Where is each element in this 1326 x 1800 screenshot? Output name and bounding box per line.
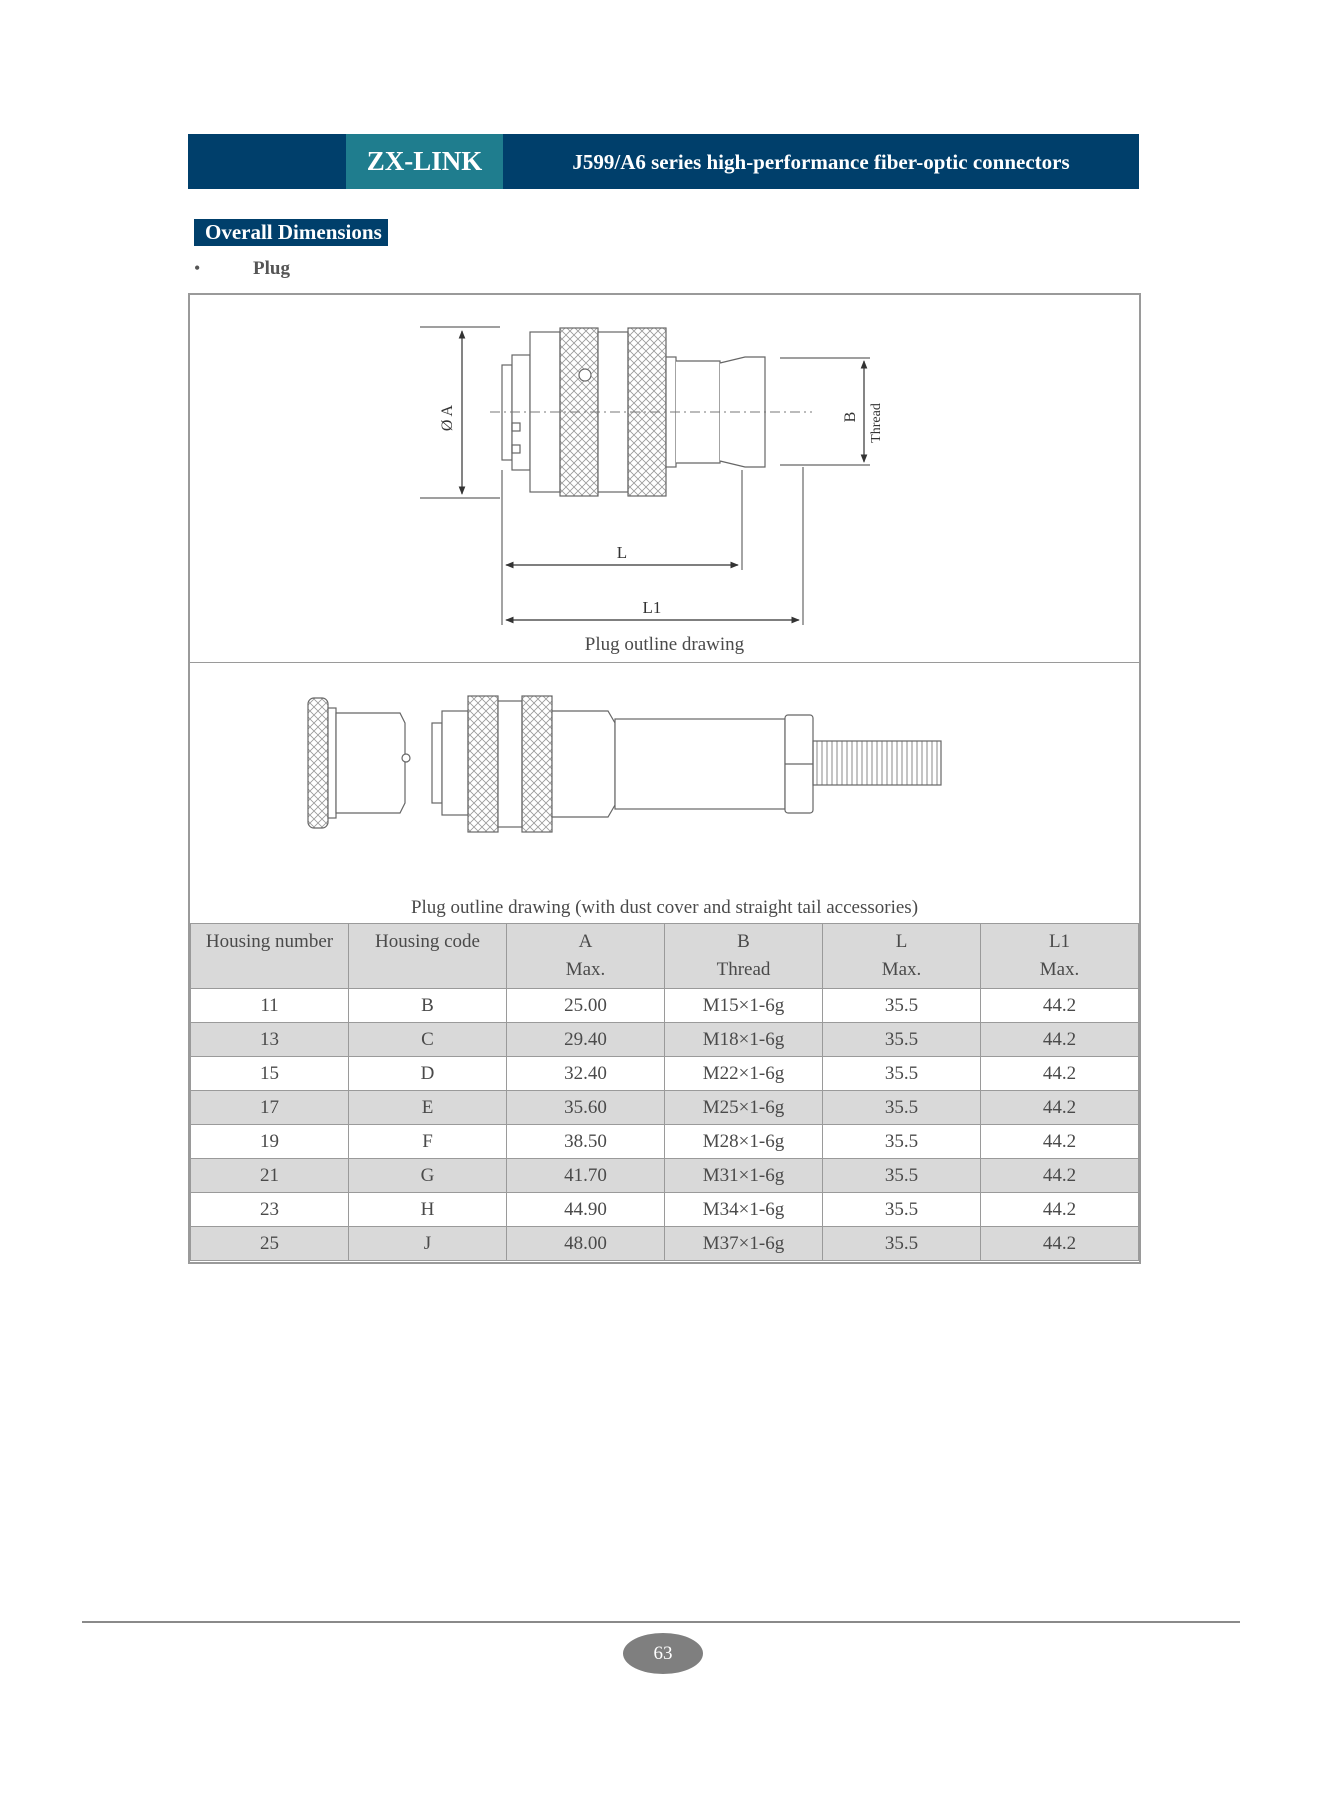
cell-l: 35.5 (823, 1193, 981, 1227)
dimension-frame (188, 293, 1141, 1264)
cell-l: 35.5 (823, 1057, 981, 1091)
cell-l1: 44.2 (981, 1091, 1139, 1125)
cell-l1: 44.2 (981, 1057, 1139, 1091)
cell-housing-number: 13 (191, 1023, 349, 1057)
table-row (191, 1057, 1139, 1091)
dim-label-l: L (616, 543, 628, 562)
dim-label-b: B (842, 411, 859, 423)
page-header (188, 134, 1139, 189)
cell-housing-number: 23 (191, 1193, 349, 1227)
cell-b: M37×1-6g (665, 1227, 823, 1261)
cell-l: 35.5 (823, 1159, 981, 1193)
table-row (191, 1159, 1139, 1193)
cell-housing-code: F (349, 1125, 507, 1159)
cell-housing-number: 17 (191, 1091, 349, 1125)
subsection-label: Plug (253, 258, 290, 279)
cell-b: M28×1-6g (665, 1125, 823, 1159)
header-housing-number: Housing number (191, 924, 349, 989)
document-title: J599/A6 series high-performance fiber-optic connectors (572, 149, 1070, 174)
brand-logo-text: ZX-LINK (346, 134, 503, 189)
cell-l1: 44.2 (981, 1125, 1139, 1159)
cell-a: 44.90 (507, 1193, 665, 1227)
plug-outline-drawing (190, 295, 1139, 662)
cell-housing-code: G (349, 1159, 507, 1193)
cell-l1: 44.2 (981, 1227, 1139, 1261)
cell-housing-number: 15 (191, 1057, 349, 1091)
table-row (191, 989, 1139, 1023)
table-row (191, 1227, 1139, 1261)
cell-housing-number: 19 (191, 1125, 349, 1159)
dim-label-a: Ø A (439, 404, 456, 432)
dimensions-table (190, 923, 1139, 1261)
cell-l: 35.5 (823, 1023, 981, 1057)
cell-housing-number: 25 (191, 1227, 349, 1261)
table-row (191, 1193, 1139, 1227)
cell-housing-code: H (349, 1193, 507, 1227)
section-heading: Overall Dimensions (194, 219, 388, 246)
cell-l: 35.5 (823, 989, 981, 1023)
cell-housing-code: C (349, 1023, 507, 1057)
cell-b: M31×1-6g (665, 1159, 823, 1193)
cell-l1: 44.2 (981, 1159, 1139, 1193)
cell-l1: 44.2 (981, 989, 1139, 1023)
header-a: A Max. (507, 924, 665, 989)
cell-a: 38.50 (507, 1125, 665, 1159)
cell-l: 35.5 (823, 1125, 981, 1159)
drawing2-caption: Plug outline drawing (with dust cover and straight tail accessories) (410, 897, 919, 918)
cell-housing-number: 11 (191, 989, 349, 1023)
cell-a: 32.40 (507, 1057, 665, 1091)
drawing1-caption: Plug outline drawing (584, 634, 745, 655)
header-housing-code: Housing code (349, 924, 507, 989)
table-row (191, 1091, 1139, 1125)
table-header-row (191, 924, 1139, 989)
page-number-badge: 63 (623, 1633, 703, 1674)
header-l: L Max. (823, 924, 981, 989)
cell-l: 35.5 (823, 1091, 981, 1125)
table-row (191, 1023, 1139, 1057)
cell-b: M18×1-6g (665, 1023, 823, 1057)
dim-label-l1: L1 (642, 598, 662, 617)
cell-housing-code: E (349, 1091, 507, 1125)
cell-a: 29.40 (507, 1023, 665, 1057)
cell-housing-code: D (349, 1057, 507, 1091)
cell-b: M22×1-6g (665, 1057, 823, 1091)
cell-b: M25×1-6g (665, 1091, 823, 1125)
cell-b: M34×1-6g (665, 1193, 823, 1227)
cell-a: 41.70 (507, 1159, 665, 1193)
cell-l1: 44.2 (981, 1193, 1139, 1227)
cell-a: 25.00 (507, 989, 665, 1023)
cell-l1: 44.2 (981, 1023, 1139, 1057)
cell-a: 35.60 (507, 1091, 665, 1125)
bullet-marker: • (194, 258, 201, 278)
cell-a: 48.00 (507, 1227, 665, 1261)
header-l1: L1 Max. (981, 924, 1139, 989)
cell-housing-code: J (349, 1227, 507, 1261)
cell-l: 35.5 (823, 1227, 981, 1261)
cell-b: M15×1-6g (665, 989, 823, 1023)
header-b: B Thread (665, 924, 823, 989)
cell-housing-code: B (349, 989, 507, 1023)
table-row (191, 1125, 1139, 1159)
dim-label-thread: Thread (869, 403, 884, 443)
cell-housing-number: 21 (191, 1159, 349, 1193)
footer-divider (82, 1621, 1240, 1623)
plug-accessories-drawing (190, 663, 1139, 916)
